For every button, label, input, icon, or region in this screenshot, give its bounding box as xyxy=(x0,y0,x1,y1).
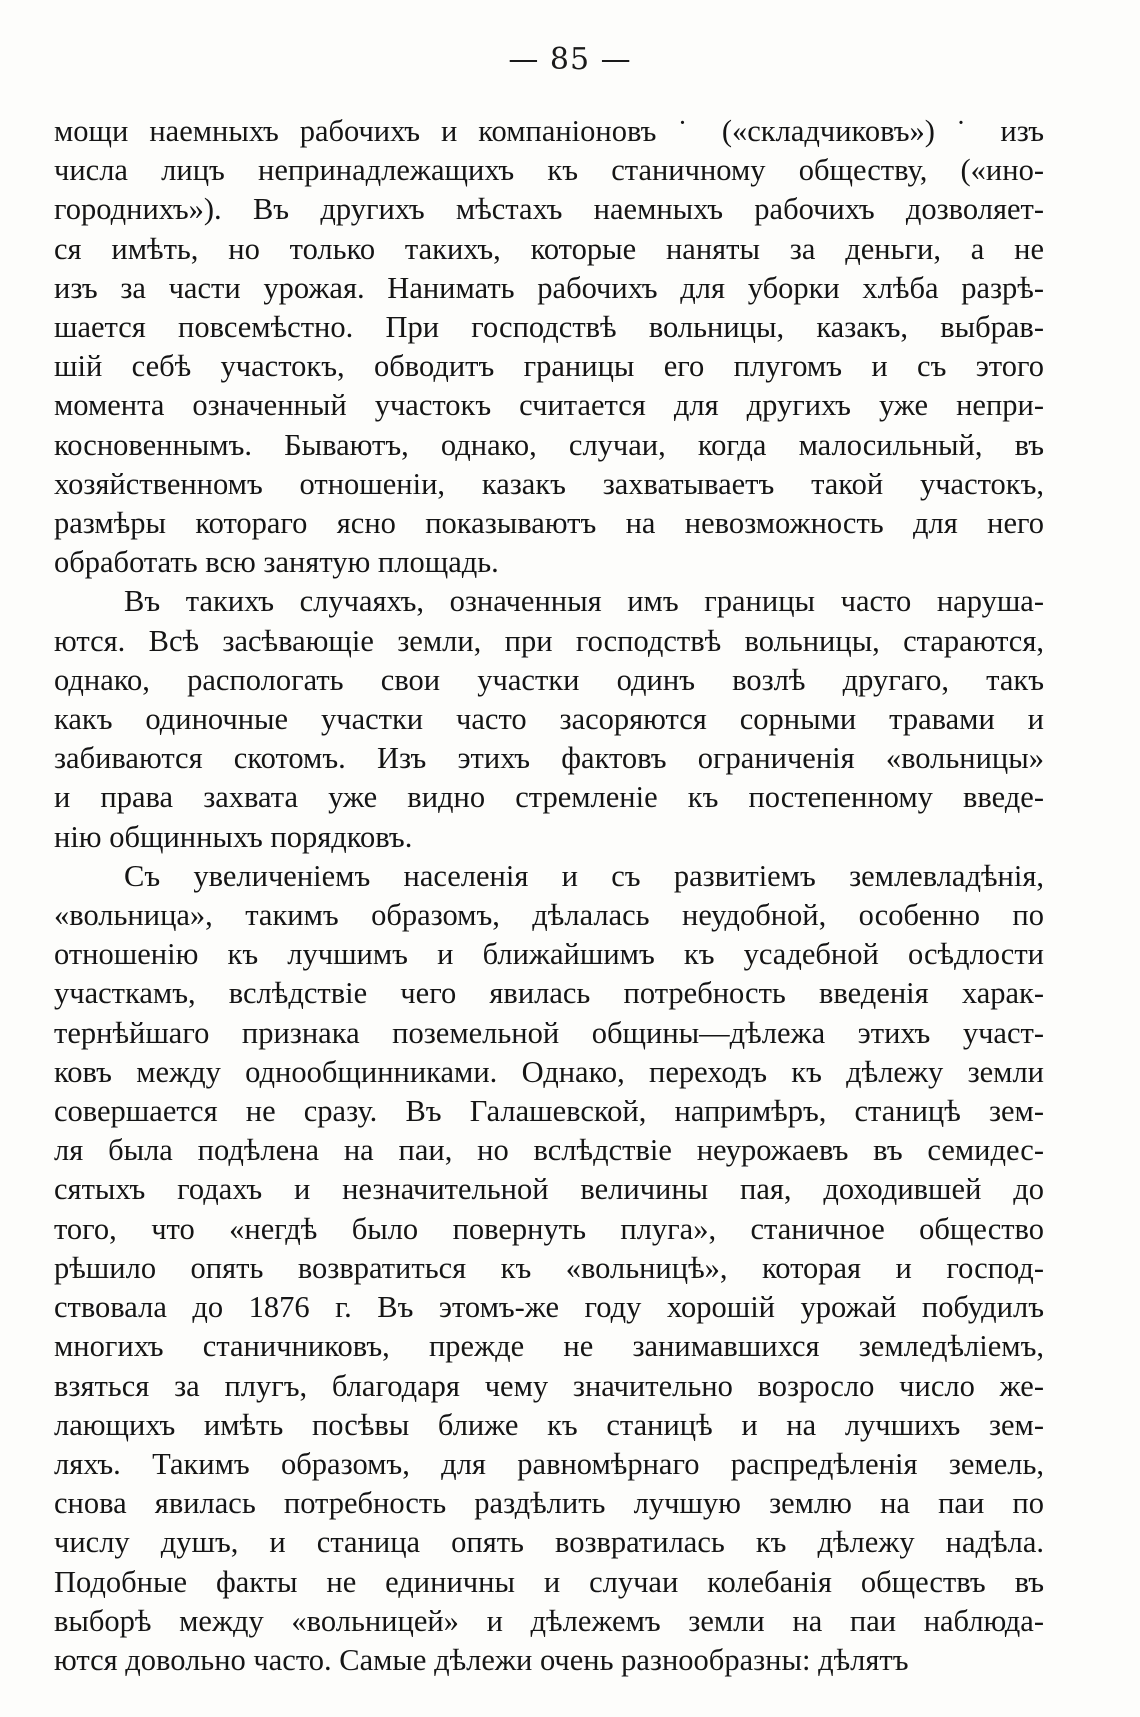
text-line: участкамъ, вслѣдствіе чего явилась потребность введенія харак- xyxy=(54,976,1044,1011)
text-line: лающихъ имѣть посѣвы ближе къ станицѣ и на лучшихъ зем- xyxy=(54,1407,1044,1442)
text-line: снова явилась потребность раздѣлить лучшую землю на паи по xyxy=(54,1486,1044,1521)
text-line: шій себѣ участокъ, обводитъ границы его плугомъ и съ этого xyxy=(54,349,1044,384)
body-text xyxy=(54,112,1044,1680)
text-line: косновеннымъ. Бываютъ, однако, случаи, когда малосильный, въ xyxy=(54,427,1044,462)
text-line: забиваются скотомъ. Изъ этихъ фактовъ ограниченія «вольницы» xyxy=(54,741,1044,776)
text-line: того, что «негдѣ было повернуть плуга», станичное общество xyxy=(54,1211,1044,1246)
text-line: обработать всю занятую площадь. xyxy=(54,545,499,580)
text-line: Въ такихъ случаяхъ, означенныя имъ границы часто наруша- xyxy=(124,584,1044,619)
text-line: ются довольно часто. Самые дѣлежи очень разнообразны: дѣлятъ xyxy=(54,1642,909,1677)
text-line: какъ одиночные участки часто засоряются сорными травами и xyxy=(54,702,1044,737)
text-line: «вольница», такимъ образомъ, дѣлалась неудобной, особенно по xyxy=(54,898,1044,933)
text-line: многихъ станичниковъ, прежде не занимавшихся земледѣліемъ, xyxy=(54,1329,1044,1364)
text-line: взяться за плугъ, благодаря чему значительно возросло число же- xyxy=(54,1368,1044,1403)
text-line: рѣшило опять возвратиться къ «вольницѣ», которая и господ- xyxy=(54,1250,1044,1285)
text-line: числа лицъ непринадлежащихъ къ станичному обществу, («ино- xyxy=(54,153,1044,188)
text-line: Подобные факты не единичны и случаи колебанія обществъ въ xyxy=(54,1564,1044,1599)
text-line: тернѣйшаго признака поземельной общины—дѣлежа этихъ участ- xyxy=(54,1015,1044,1050)
text-line: размѣры котораго ясно показываютъ на невозможность для него xyxy=(54,506,1044,541)
paragraph-2 xyxy=(54,582,1044,856)
text-line: числу душъ, и станица опять возвратилась къ дѣлежу надѣла. xyxy=(54,1525,1044,1560)
paragraph-1 xyxy=(54,112,1044,582)
text-line: Съ увеличеніемъ населенія и съ развитіемъ землевладѣнія, xyxy=(124,858,1044,893)
text-line: мощи наемныхъ рабочихъ и компаніоновъ ˙ («складчиковъ») ˙ изъ xyxy=(54,114,1044,148)
text-line: изъ за части урожая. Нанимать рабочихъ для уборки хлѣба разрѣ- xyxy=(54,270,1044,305)
text-line: городнихъ»). Въ другихъ мѣстахъ наемныхъ рабочихъ дозволяет- xyxy=(54,192,1044,227)
text-line: хозяйственномъ отношеніи, казакъ захватываетъ такой участокъ, xyxy=(54,466,1044,501)
text-line: ковъ между однообщинниками. Однако, переходъ къ дѣлежу земли xyxy=(54,1054,1044,1089)
text-line: ся имѣть, но только такихъ, которые наняты за деньги, а не xyxy=(54,231,1044,266)
text-line: совершается не сразу. Въ Галашевской, напримѣръ, станицѣ зем- xyxy=(54,1094,1044,1129)
text-line: сятыхъ годахъ и незначительной величины пая, доходившей до xyxy=(54,1172,1044,1207)
paragraph-3 xyxy=(54,857,1044,1680)
text-line: ляхъ. Такимъ образомъ, для равномѣрнаго распредѣленія земель, xyxy=(54,1446,1044,1481)
text-line: ля была подѣлена на паи, но вслѣдствіе неурожаевъ въ семидес- xyxy=(54,1133,1044,1168)
text-line: ются. Всѣ засѣвающіе земли, при господствѣ вольницы, стараются, xyxy=(54,623,1044,658)
page-number: — 85 — xyxy=(508,42,632,77)
text-line: отношенію къ лучшимъ и ближайшимъ къ усадебной осѣдлости xyxy=(54,937,1044,972)
text-line: выборѣ между «вольницей» и дѣлежемъ земли на паи наблюда- xyxy=(54,1603,1044,1638)
text-line: ствовала до 1876 г. Въ этомъ-же году хорошій урожай побудилъ xyxy=(54,1290,1044,1325)
text-line: нію общинныхъ порядковъ. xyxy=(54,819,413,854)
text-line: и права захвата уже видно стремленіе къ постепенному введе- xyxy=(54,780,1044,815)
text-line: однако, распологать свои участки одинъ возлѣ другаго, такъ xyxy=(54,662,1044,697)
text-line: шается повсемѣстно. При господствѣ вольницы, казакъ, выбрав- xyxy=(54,310,1044,345)
text-line: момента означенный участокъ считается для другихъ уже непри- xyxy=(54,388,1044,423)
